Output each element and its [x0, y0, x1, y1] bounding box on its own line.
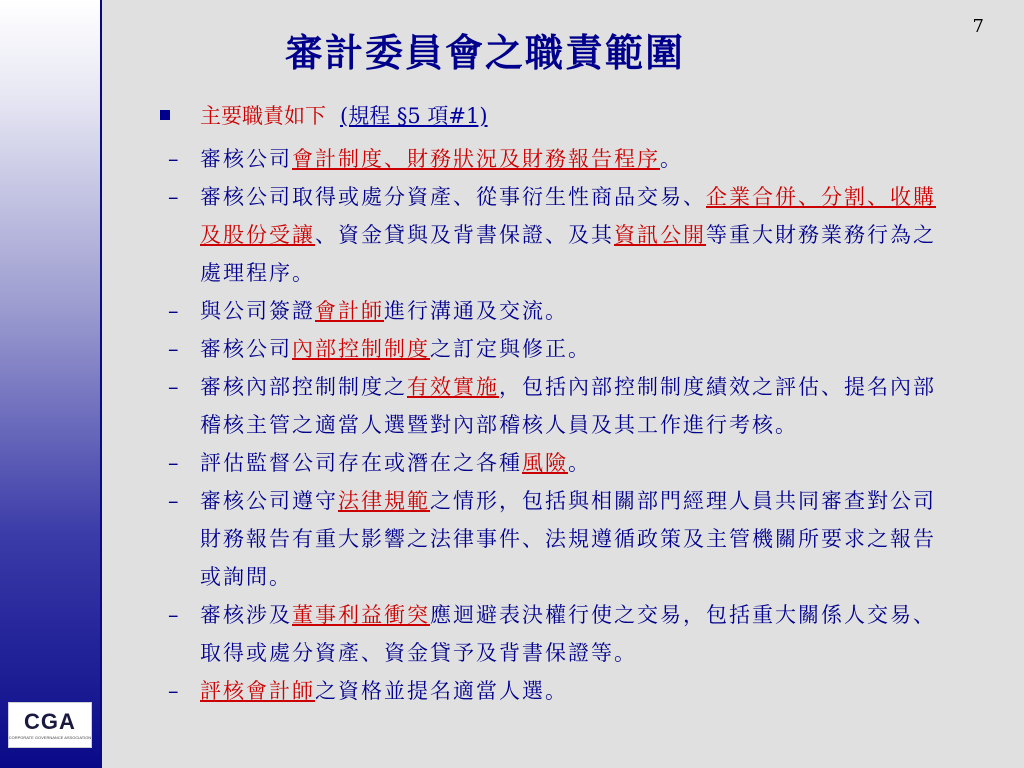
- item-text: 應迴避表決權行使之交易，包括重大關係人交易、取得或處分資產、資金貸予及背書保證等。: [200, 603, 936, 665]
- item-highlight: 企業合併、分割、收購及股份受讓: [200, 185, 936, 247]
- item-text: 。: [568, 451, 591, 475]
- item-text: 審核公司: [200, 147, 292, 171]
- dash-bullet: –: [168, 679, 179, 703]
- list-item-text: [200, 330, 950, 368]
- dash-bullet: –: [168, 603, 179, 627]
- page-title: 審計委員會之職責範圍: [285, 30, 686, 75]
- item-highlight: 法律規範: [338, 489, 430, 513]
- item-text: 。: [660, 147, 683, 171]
- list-item: [168, 178, 968, 292]
- list-item: [168, 140, 968, 178]
- dash-bullet: –: [168, 147, 179, 171]
- list-item: [168, 444, 968, 482]
- dash-bullet: –: [168, 375, 179, 399]
- item-text: 審核公司遵守: [200, 489, 338, 513]
- dash-bullet: –: [168, 185, 179, 209]
- list-item: [168, 482, 968, 596]
- logo-subtitle: CORPORATE GOVERNANCE ASSOCIATION: [8, 734, 92, 740]
- list-item-text: [200, 368, 950, 444]
- sidebar-gradient: [0, 0, 100, 768]
- cga-logo: [8, 702, 92, 748]
- list-item-text: [200, 672, 950, 710]
- item-highlight: 有效實施: [407, 375, 499, 399]
- list-item-text: [200, 596, 950, 672]
- item-text: 之訂定與修正。: [430, 337, 591, 361]
- list-item: [168, 292, 968, 330]
- list-item-text: [200, 482, 950, 596]
- square-bullet-icon: [160, 110, 170, 120]
- item-highlight: 會計制度、財務狀況及財務報告程序: [292, 147, 660, 171]
- list-item-text: [200, 292, 950, 330]
- item-text: 審核公司: [200, 337, 292, 361]
- heading-reference: (規程 §5 項#1): [340, 104, 488, 128]
- section-heading: [160, 100, 488, 130]
- item-text: 審核公司取得或處分資產、從事衍生性商品交易、: [200, 185, 706, 209]
- heading-label: 主要職責如下: [200, 104, 326, 128]
- dash-bullet: –: [168, 451, 179, 475]
- item-text: 之資格並提名適當人選。: [315, 679, 568, 703]
- item-text: ，包括內部控制制度績效之評估、提名內部稽核主管之適當人選暨對內部稽核人員及其工作進行考核。: [200, 375, 936, 437]
- item-highlight: 評核會計師: [200, 679, 315, 703]
- item-text: 等重大財務業務行為之處理程序。: [200, 223, 936, 285]
- list-item-text: [200, 178, 950, 292]
- dash-bullet: –: [168, 489, 179, 513]
- item-text: 之情形，包括與相關部門經理人員共同審查對公司財務報告有重大影響之法律事件、法規遵循政策及主管機關所要求之報告或詢問。: [200, 489, 936, 589]
- list-item: [168, 368, 968, 444]
- item-text: 審核涉及: [200, 603, 292, 627]
- item-highlight: 會計師: [315, 299, 384, 323]
- dash-bullet: –: [168, 337, 179, 361]
- item-highlight: 董事利益衝突: [292, 603, 430, 627]
- item-highlight: 資訊公開: [614, 223, 706, 247]
- item-text: 與公司簽證: [200, 299, 315, 323]
- item-text: 審核內部控制制度之: [200, 375, 407, 399]
- list-item: [168, 330, 968, 368]
- list-item-text: [200, 444, 950, 482]
- duty-list: [168, 140, 968, 710]
- item-highlight: 內部控制制度: [292, 337, 430, 361]
- logo-text: CGA: [24, 708, 76, 734]
- list-item-text: [200, 140, 950, 178]
- page-number: 7: [972, 16, 984, 37]
- list-item: [168, 672, 968, 710]
- list-item: [168, 596, 968, 672]
- item-text: 評估監督公司存在或潛在之各種: [200, 451, 522, 475]
- dash-bullet: –: [168, 299, 179, 323]
- item-highlight: 風險: [522, 451, 568, 475]
- item-text: 、資金貸與及背書保證、及其: [315, 223, 614, 247]
- item-text: 進行溝通及交流。: [384, 299, 568, 323]
